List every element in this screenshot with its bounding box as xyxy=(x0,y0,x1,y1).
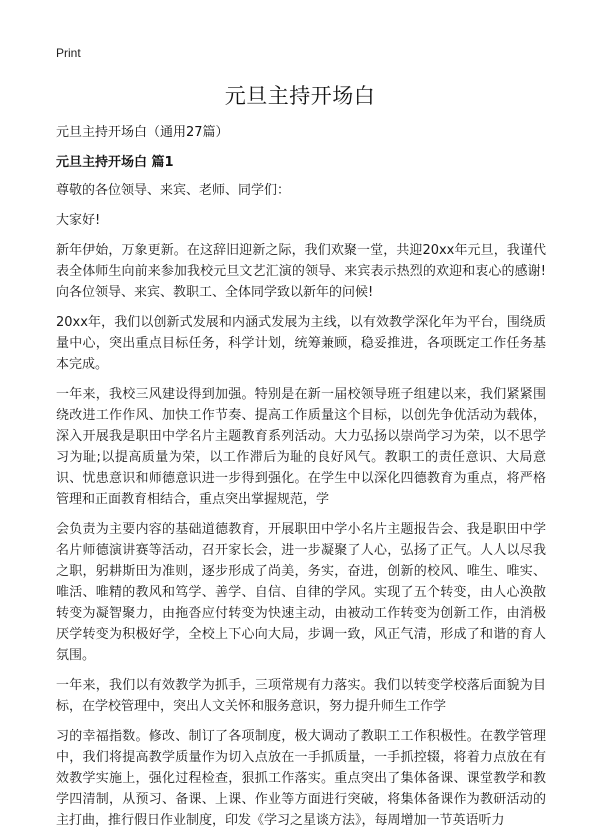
document-subtitle: 元旦主持开场白（通用27篇） xyxy=(56,125,229,140)
paragraph-greeting: 大家好! xyxy=(56,213,101,228)
paragraph-salutation: 尊敬的各位领导、来宾、老师、同学们： xyxy=(56,183,291,198)
print-label: Print xyxy=(56,46,81,60)
section-heading: 元旦主持开场白 篇1 xyxy=(56,155,174,170)
document-body xyxy=(56,180,546,840)
document-title: 元旦主持开场白 xyxy=(224,84,376,108)
paragraph: 习的幸福指数。修改、制订了各项制度，极大调动了教职工工作积极性。在教学管理中，我们将提高教学质量作为切入点放在一手抓质量，一手抓控辍，将着力点放在有效教学实施上，强化过程检查，狠抓工作落实。重点突出了集体备课、课堂教学和教学四清制，从预习、备课、上课、作业等方面进行突破，将集体备课作为教研活动的主打曲，推行假日作业制度，印发《学习之星谈方法》，每周增加一节英语听力 xyxy=(56,729,546,828)
paragraph: 一年来，我校三风建设得到加强。特别是在新一届校领导班子组建以来，我们紧紧围绕改进工作作风、加快工作节奏、提高工作质量这个目标，以创先争优活动为载体，深入开展我是职田中学名片主题教育系列活动。大力弘扬以崇尚学习为荣，以不思学习为耻;以提高质量为荣，以工作滞后为耻的良好风气。教职工的责任意识、大局意识、忧患意识和师德意识进一步得到强化。在学生中以深化四德教育为重点，将严格管理和正面教育相结合，重点突出掌握规范，学 xyxy=(56,387,546,507)
paragraph: 一年来，我们以有效教学为抓手，三项常规有力落实。我们以转变学校落后面貌为目标，在学校管理中，突出人文关怀和服务意识，努力提升师生工作学 xyxy=(56,678,546,714)
paragraph: 新年伊始，万象更新。在这辞旧迎新之际，我们欢聚一堂，共迎20xx年元旦，我谨代表全体师生向前来参加我校元旦文艺汇演的领导、来宾表示热烈的欢迎和衷心的感谢!向各位领导、来宾、教职工、全体同学致以新年的问候! xyxy=(56,243,546,300)
paragraph: 会负责为主要内容的基础道德教育，开展职田中学小名片主题报告会、我是职田中学名片师德演讲赛等活动，召开家长会，进一步凝聚了人心，弘扬了正气。人人以尽我之职，躬耕斯田为准则，逐步形成了尚美，务实，奋进，创新的校风、唯生、唯实、唯活、唯精的教风和笃学、善学、自信、自律的学风。实现了五个转变，由人心涣散转变为凝智聚力，由拖沓应付转变为快速主动，由被动工作转变为创新工作，由消极厌学转变为积极好学，全校上下心向大局，步调一致，风正气清，形成了和谐的育人氛围。 xyxy=(56,522,546,663)
paragraph: 20xx年，我们以创新式发展和内涵式发展为主线，以有效教学深化年为平台，围绕质量中心，突出重点目标任务，科学计划，统筹兼顾，稳妥推进，各项既定工作任务基本完成。 xyxy=(56,315,546,372)
